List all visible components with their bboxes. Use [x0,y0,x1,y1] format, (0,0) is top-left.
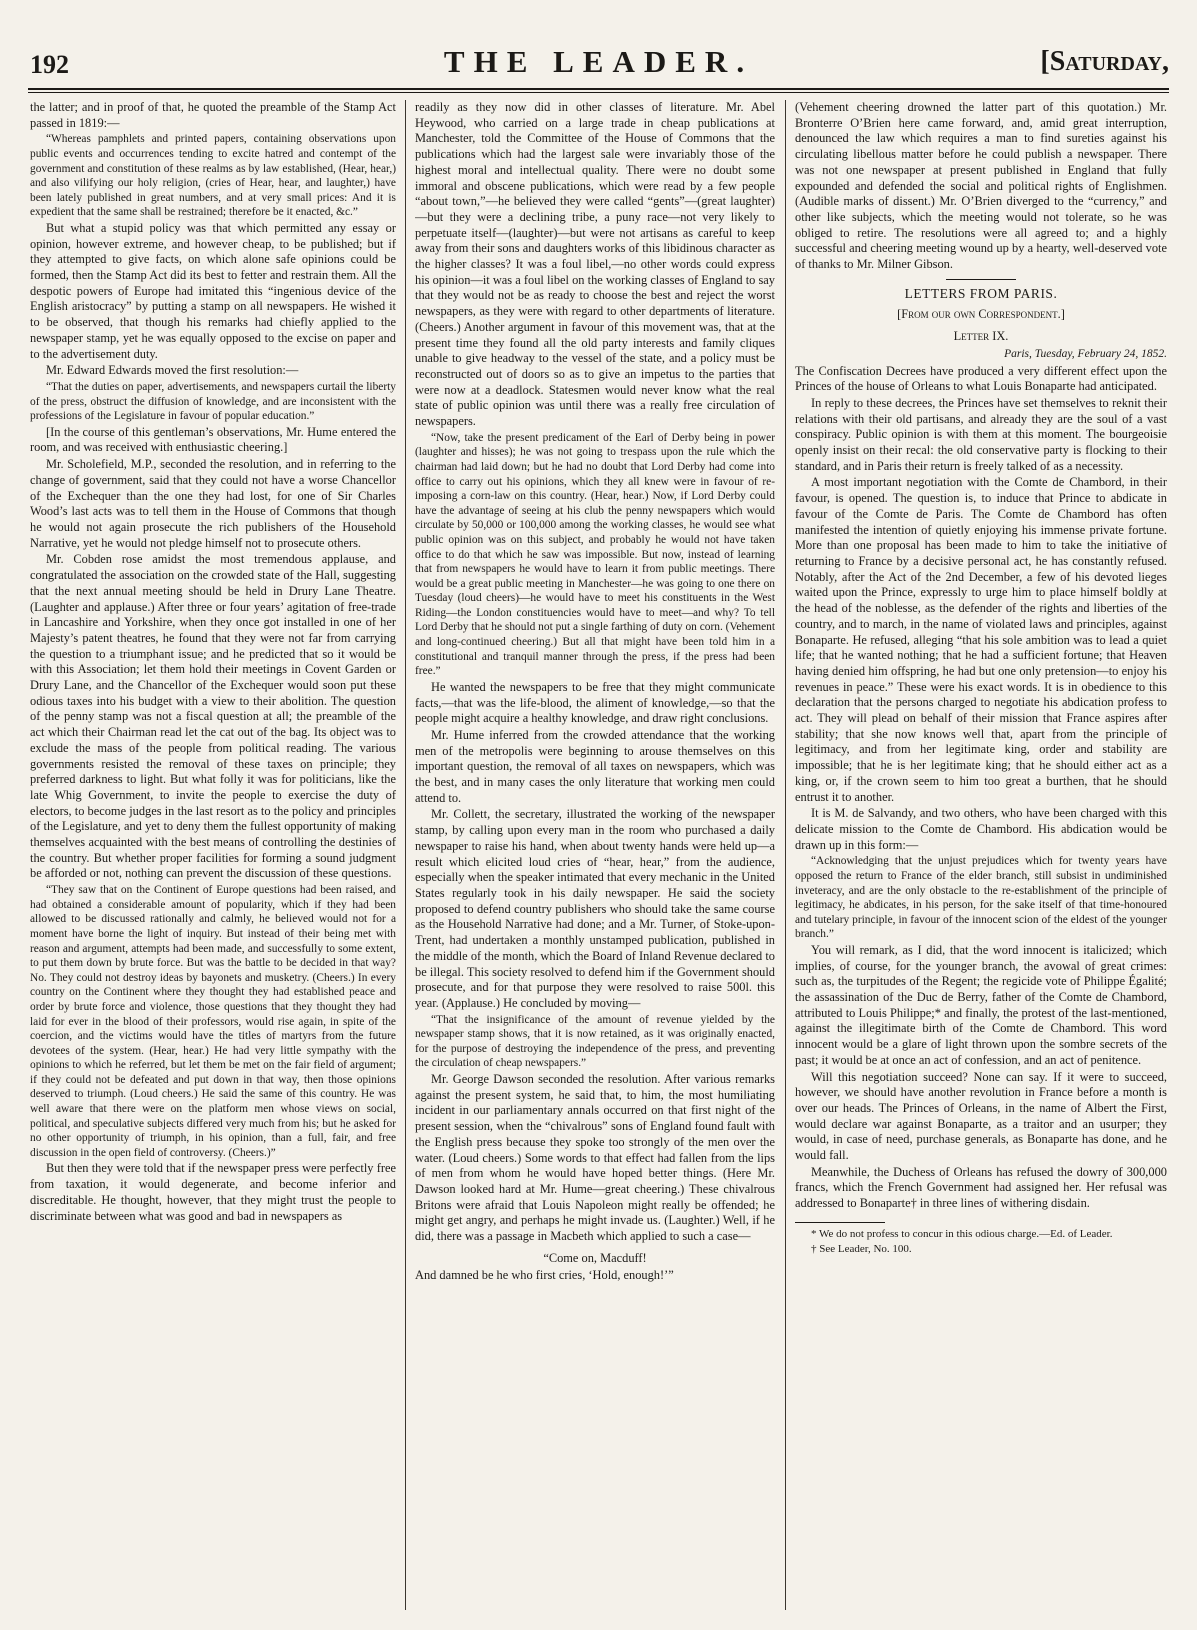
paragraph: He wanted the newspapers to be free that they might communicate facts,—that was the life-blood, the aliment of knowledge,—so that the people might acquire a healthy knowledge, and draw right conclusions. [415,679,775,726]
section-heading: LETTERS FROM PARIS. [904,285,1058,301]
quotation: “Whereas pamphlets and printed papers, containing observations upon public events and occurrences tending to excite hatred and contempt of the government and constitution of these realms as by law established, (Hear, hear,) and also vilifying our holy religion, (cries of Hear, hear, and laughter,) have been lately published in great numbers, and at very small prices: And it is expedient that the same shall be restrained; therefore be it enacted, &c.” [30,133,396,219]
newspaper-title: THE LEADER. [443,44,754,79]
paragraph: (Vehement cheering drowned the latter part of this quotation.) Mr. Bronterre O’Brien here came forward, and, amid great interruption, denounced the law which requires a man to find sureties against his circulating libellous matter before he could publish a newspaper. There was not one newspaper at present published in England that fully expounded and defended the social and political rights of Englishmen. (Audible marks of dissent.) Mr. O’Brien diverged to the “currency,” and other like subjects, which the meeting would not tolerate, so he was obliged to retire. The resolutions were all agreed to; and a highly successful and cheering meeting wound up by a hearty, well-deserved vote of thanks to Mr. Milner Gibson. [795,100,1167,272]
paragraph: Mr. Hume inferred from the crowded attendance that the working men of the metropolis were beginning to arouse themselves on this important question, the removal of all taxes on newspapers, which was the best, and in many cases the only literature that working men could attend to. [415,727,775,805]
paragraph: But what a stupid policy was that which permitted any essay or opinion, however extreme, and however cheap, to be published; but if they attempted to give facts, on which alone safe opinions could be formed, then the Stamp Act did its best to fetter and restrain them. All the despotic powers of Europe had imitated this “ingenious device of the English aristocracy” by putting a stamp on all newspapers. He wished it to be observed, that though his remarks had chiefly applied to the newspaper stamp, yet he was equally opposed to the excise on paper and to the advertisement duty. [30,220,396,361]
column-3 [795,100,1167,1610]
footnote: † See Leader, No. 100. [811,1242,912,1255]
paragraph: A most important negotiation with the Comte de Chambord, in their favour, is opened. The question is, to induce that Prince to abdicate in favour of the Comte de Paris. The Comte de Chambord has often manifested the intention of quietly enjoying his immense private fortune. More than one proposal has been made to him to take the initiative of returning to France by a decisive personal act, he has constantly refused. Notably, after the Act of the 2nd December, a few of his devoted lieges waited upon the Prince, expressly to urge him to place himself boldly at the head of the noblesse, as the defender of the rights and liberties of the country, and to march, in the name of violated laws and principles, against Bonaparte. He refused, alleging “that his sole ambition was to lead a quiet life; that he wanted nothing; that he had a sufficient fortune; that Heaven having denied him offspring, he had but one only pretension—to enjoy his revenues in peace.” These were his exact words. It is in obedience to this declaration that the persons charged to negotiate his abdication profess to act. They will plead on behalf of their mission that France aspires after stability; that she now knows well that, apart from the principle of legitimacy, and from her legitimate king, order and stability are impossible; that he is her legitimate king; that he should either act as a king, or, if the crown seem to him too great a burthen, that he should entrust it to another. [795,475,1167,804]
paragraph: the latter; and in proof of that, he quoted the preamble of the Stamp Act passed in 1819:— [30,100,396,130]
page-number: 192 [30,50,69,79]
masthead [28,40,1169,86]
column-1 [30,100,396,1610]
quotation: “Acknowledging that the unjust prejudices which for twenty years have opposed the return to France of the elder branch, still subsist in undiminished inveteracy, and are the only obstacle to the re-establishment of the principle of legitimacy, he abdicates, in his person, for the sake itself of that time-honoured and tutelary principle, in favour of the innocent scion of the eldest of the younger branch.” [795,855,1167,941]
issue-day: [Saturday, [1040,46,1169,77]
footnote: * We do not profess to concur in this odious charge.—Ed. of Leader. [811,1227,1113,1240]
paragraph: But then they were told that if the newspaper press were perfectly free from taxation, it would degenerate, and become inferior and discreditable. He thought, however, that they might trust the people to discriminate between what was good and bad in newspapers as [30,1161,396,1223]
paragraph: Mr. Cobden rose amidst the most tremendous applause, and congratulated the association on the crowded state of the Hall, suggesting that the next annual meeting should be held in Drury Lane Theatre. (Laughter and applause.) After three or four years’ agitation of free-trade in Lancashire and Yorkshire, when they once got installed in one of her Majesty’s patent theatres, he found that they were not far from carrying the question to a triumphant issue; and he predicted that so it would be with this Association; let them hold their meetings in Covent Garden or Drury Lane, and the Chancellor of the Exchequer would soon put these odious taxes into his budget with a view to their abolition. The question of the penny stamp was not a fiscal question at all; the preamble of the act which their Chairman read let the cat out of the bag. Its object was to exclude the mass of the people from political reading. The various governments resisted the removal of these taxes on principle; they preferred darkness to light. But what folly it was for politicians, like the late Whig Government, to invite the people to exercise the duty of electors, to become judges in the last resort as to the policy and principles of the Legislature, and yet to deny them the fullest opportunity of making themselves acquainted with the best means of controlling the destinies of the country. But whether proper facilities for forming a sound judgment be afforded or not, nothing can prevent the discussion of these questions. [30,552,396,881]
byline: [From our own Correspondent.] [897,307,1065,322]
section-rule [946,279,1016,280]
paragraph: In reply to these decrees, the Princes have set themselves to reknit their relations with their old partisans, and already they are the soul of a vast conspiracy. Public opinion is with them at this moment. The bourgeoisie openly insist on their recal: the old conservative party is flocking to their standard, and in Paris their return is freely talked of as a necessity. [795,395,1167,473]
paragraph: Mr. George Dawson seconded the resolution. After various remarks against the present system, he said that, to him, the most humiliating incident in our parliamentary annals occurred on that first night of the present session, when the “chivalrous” sons of England found fault with the English press because they spoke too strongly of the men over the water. (Loud cheers.) Some words to that effect had fallen from the lips of men from whom he would have hoped better things. (Here Mr. Dawson looked hard at Mr. Hume—great cheering.) These chivalrous Britons were afraid that Louis Napoleon might really be offended; he might get angry, and perhaps he might invade us. (Laughter.) Well, if he did, there was a passage in Macbeth which applied to such a case— [415,1072,775,1244]
resolution-quote: “That the insignificance of the amount of revenue yielded by the newspaper stamp shows, that it is now retained, as it was originally enacted, for the purpose of destroying the independence of the press, and preventing the circulation of cheap newspapers.” [415,1013,775,1070]
paragraph: It is M. de Salvandy, and two others, who have been charged with this delicate mission to the Comte de Chambord. His abdication would be drawn up in this form:— [795,806,1167,852]
paragraph: readily as they now did in other classes of literature. Mr. Abel Heywood, who carried on a large trade in cheap publications at Manchester, told the Committee of the House of Commons that the publications which had the largest sale were invariably those of the highest moral and intellectual quality. There were no doubt some immoral and obscene publications, which were read by a few people “about town,”—he believed they were called “gents”—(great laughter)—but they were a declining tribe, a puny race—not very likely to perpetuate itself—(laughter)—but were not artisans as careful to keep away from their sons and daughters works of this libidinous character as the higher classes? It was a foul libel,—no other words could express his opinion—it was a foul libel on the working classes of England to say that they would not be as ready to choose the best and reject the worst newspapers, as they were with regard to other departments of literature. (Cheers.) Another argument in favour of this movement was, that at the present time they found all the old party interests and family cliques unable to give headway to the vessel of the state, and a policy must be reconstructed out of doors so as to give an impetus to the parties that were now at a deadlock. Statesmen would never know what the real state of public opinion was until there was a really free circulation of newspapers. [415,100,775,429]
column-divider [785,100,786,1610]
dateline: Paris, Tuesday, February 24, 1852. [1004,347,1167,360]
column-2 [415,100,775,1610]
paragraph: Meanwhile, the Duchess of Orleans has refused the dowry of 300,000 francs, which the French Government had assigned her. Her refusal was addressed to Bonaparte† in three lines of withering disdain. [795,1164,1167,1211]
resolution-quote: “That the duties on paper, advertisements, and newspapers curtail the liberty of the press, obstruct the diffusion of knowledge, and are inconsistent with the professions of the Legislature in favour of popular education.” [30,381,396,423]
quotation: “Now, take the present predicament of the Earl of Derby being in power (laughter and hisses); he was not going to trespass upon the rule which the chairman had laid down; but he had no doubt that Lord Derby had come into office to carry out his opinions, which they all knew were in favour of re-imposing a corn-law on this country. (Hear, hear.) Now, if Lord Derby could have the advantage of seeing at his club the penny newspapers which would circulate by 50,000 or 100,000 among the working classes, he would see what public opinion was on this subject, and probably he would not have taken office to do that which he saw was impossible. But now, instead of learning that from newspapers he would have to learn it from public meetings. There would be a great public meeting in Manchester—he was going to one there on Tuesday (loud cheers)—he would have to meet his constituents in the West Riding—the London constituencies would have to meet—and why? To tell Lord Derby that he should not put a single farthing of duty on corn. (Vehement and long-continued cheering.) But all that might have been told him in a constitutional and tranquil manner through the press, if the press had been free.” [415,431,775,678]
paragraph: You will remark, as I did, that the word innocent is italicized; which implies, of course, for the younger branch, the avowal of great crimes: such as, the turpitudes of the Regent; the regicide vote of Philippe Égalité; the assassination of the Duc de Berry, father of the Comte de Chambord, attributed to Louis Philippe;* and finally, the protest of the last-mentioned, against the illegitimate birth of the Comte de Chambord. This word innocent would be a glare of light thrown upon the sombre secrets of the past; it would be at once an act of confession, and an act of penitence. [795,942,1167,1067]
paragraph: Mr. Scholefield, M.P., seconded the resolution, and in referring to the change of government, said that they could not have a worse Chancellor of the Exchequer than the one they had lost, for one of Sir Charles Wood’s last acts was to tell them in the House of Commons that though he would not again prosecute the rich publishers of the Household Narrative, yet he would not pledge himself not to prosecute others. [30,457,396,550]
header-rule [28,88,1169,90]
paragraph: [In the course of this gentleman’s observations, Mr. Hume entered the room, and was received with enthusiastic cheering.] [30,424,396,455]
footnote-rule [795,1222,885,1223]
paragraph: Mr. Edward Edwards moved the first resolution:— [46,363,299,378]
header-rule-thin [28,92,1169,93]
letter-number: Letter IX. [953,329,1009,344]
verse-line: “Come on, Macduff! [543,1250,647,1265]
quotation: “They saw that on the Continent of Europe questions had been raised, and had obtained a considerable amount of popularity, which if they had been allowed to be discussed rationally and calmly, he believed would not for a moment have borne the light of inquiry. But instead of their being met with reason and argument, attempts had been made, and successfully to some extent, to put them down by brute force. But was the battle to be decided in that way? No. They could not destroy ideas by bayonets and musketry. (Cheers.) In every country on the Continent where they thought they had established peace and order by brute force and violence, those questions that they thought they had laid for ever in the blood of their professors, would rise again, in spite of the coercion, and the victims would have the titles of martyrs from the future devotees of the system. (Hear, hear.) He had very little sympathy with the opinions to which he referred, but let them be met on the fair field of argument; if they could not be defeated and put down in that way, then those opinions deserved to triumph. (Loud cheers.) He said the same of this country. He was well aware that there were on the platform men whose views on social, political, and speculative subjects differed very much from his; but he asked for no other opportunity of triumph, in his opinion, than a full, fair, and free discussion in the open field of controversy. (Cheers.)” [30,884,396,1159]
paragraph: The Confiscation Decrees have produced a very different effect upon the Princes of the house of Orleans to what Louis Bonaparte had anticipated. [795,363,1167,394]
paragraph: Will this negotiation succeed? None can say. If it were to succeed, however, we should have another revolution in France before a month is over our heads. The Princes of Orleans, in the name of Albert the First, would declare war against Bonaparte, as a traitor and an usurper; they would, in case of need, purchase generals, as Bonaparte has done, and he would fall. [795,1069,1167,1163]
paragraph: Mr. Collett, the secretary, illustrated the working of the newspaper stamp, by calling upon every man in the room who purchased a daily newspaper to raise his hand, when about twenty hands were held up—a result which elicited loud cries of “hear, hear,” from the audience, especially when the speaker intimated that every mechanic in the United States regularly took in his daily newspaper. He said the society proposed to defend country publishers who should take the same course as the Household Narrative had done; and a Mr. Turner, of Stoke-upon-Trent, had undertaken a monthly unstamped publication, published in the middle of the month, which the Board of Inland Revenue declared to be illegal. This society resolved to defend him if the Government should prosecute, and for that purpose they were resolved to raise 500l. this year. (Applause.) He concluded by moving— [415,807,775,1010]
verse-line: And damned be he who first cries, ‘Hold, enough!’” [415,1268,674,1283]
column-divider [405,100,406,1610]
